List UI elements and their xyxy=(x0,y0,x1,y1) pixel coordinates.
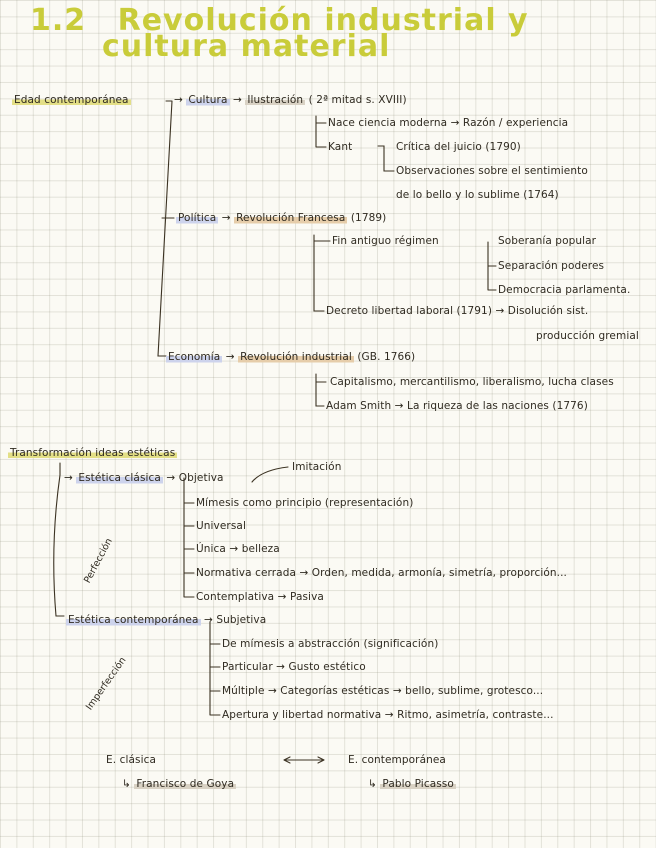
estetica-clasica-label: Estética clásica xyxy=(78,472,161,484)
economia-row xyxy=(166,351,415,364)
fin-antiguo-regimen: Fin antiguo régimen xyxy=(332,235,439,247)
contemporanea-item-subjetiva: Subjetiva xyxy=(216,614,267,626)
contemporanea-compare-label: E. contemporánea xyxy=(348,754,446,766)
bracket-contemporanea xyxy=(210,622,220,715)
separacion-poderes: Separación poderes xyxy=(498,260,605,272)
clasica-item-objetiva: Objetiva xyxy=(178,472,224,484)
kant-label: Kant xyxy=(328,141,353,153)
bracket-kant xyxy=(378,146,394,171)
arrow-glyph: → xyxy=(174,94,183,106)
clasica-item-mimesis: Mímesis como principio (representación) xyxy=(196,497,414,509)
politica-row xyxy=(176,212,386,225)
clasica-compare-label: E. clásica xyxy=(106,754,157,766)
bracket-finregimen xyxy=(488,242,496,290)
double-arrow xyxy=(284,757,324,763)
contemporanea-item-multiple: Múltiple → Categorías estéticas → bello, sublime, grotesco... xyxy=(222,685,544,697)
clasica-item-unica: Única → belleza xyxy=(196,543,280,555)
title-number: 1.2 xyxy=(30,3,87,38)
picasso-example: ↳ Pablo Picasso xyxy=(368,778,454,790)
title-line2: cultura material xyxy=(102,29,391,64)
contemporanea-item-particular: Particular → Gusto estético xyxy=(222,661,366,673)
contemporanea-item-abstraccion: De mímesis a abstracción (significación) xyxy=(222,638,439,650)
ilustracion-label: Ilustración xyxy=(247,94,304,106)
bracket-section2 xyxy=(54,463,64,616)
clasica-row xyxy=(64,472,224,485)
goya-example: ↳ Francisco de Goya xyxy=(122,778,235,790)
arrow-glyph: → xyxy=(203,614,213,626)
revolucion-industrial-label: Revolución industrial xyxy=(240,351,352,363)
democracia-parlamentaria: Democracia parlamenta. xyxy=(498,284,631,296)
adam-smith-item: Adam Smith → La riqueza de las naciones (1776) xyxy=(326,400,588,412)
title-text1: Revolución industrial y xyxy=(117,3,529,38)
decreto-libertad: Decreto libertad laboral (1791) → Disolución sist. xyxy=(326,305,589,317)
politica-label: Política xyxy=(178,212,217,224)
bracket-revindustrial xyxy=(316,374,326,406)
estetica-contemporanea-label: Estética contemporánea xyxy=(68,614,199,626)
root-edad-contemporanea: Edad contemporánea xyxy=(14,94,129,106)
return-glyph: ↳ xyxy=(122,778,131,790)
clasica-item-universal: Universal xyxy=(196,520,246,532)
ciencia-moderna: Nace ciencia moderna → Razón / experiencia xyxy=(328,117,569,129)
soberania-popular: Soberanía popular xyxy=(498,235,597,247)
cultura-label: Cultura xyxy=(188,94,228,106)
arrow-glyph: → xyxy=(166,472,176,484)
cultura-row xyxy=(174,94,407,107)
perfeccion-side-label: Perfección xyxy=(82,536,115,586)
revolucion-francesa-date: (1789) xyxy=(350,212,387,224)
imitacion-curve xyxy=(252,467,288,482)
imitacion-note: Imitación xyxy=(292,461,342,473)
bracket-ilustracion xyxy=(316,116,326,147)
ilustracion-date: ( 2ª mitad s. XVIII) xyxy=(308,94,407,106)
economia-label: Economía xyxy=(168,351,221,363)
contemporanea-row xyxy=(66,614,266,627)
capitalismo-item: Capitalismo, mercantilismo, liberalismo, lucha clases xyxy=(330,376,614,388)
kant-obra-1: Crítica del juicio (1790) xyxy=(396,141,521,153)
arrow-glyph: → xyxy=(225,351,235,363)
return-glyph: ↳ xyxy=(368,778,377,790)
revolucion-industrial-date: (GB. 1766) xyxy=(357,351,416,363)
root-transformacion: Transformación ideas estéticas xyxy=(10,447,176,459)
bracket-clasica xyxy=(184,478,194,597)
arrow-glyph: → xyxy=(64,472,73,484)
clasica-item-contemplativa: Contemplativa → Pasiva xyxy=(196,591,324,603)
kant-obra-2b: de lo bello y lo sublime (1764) xyxy=(396,189,559,201)
kant-obra-2a: Observaciones sobre el sentimiento xyxy=(396,165,588,177)
produccion-gremial: producción gremial xyxy=(536,330,639,342)
revolucion-francesa-label: Revolución Francesa xyxy=(236,212,346,224)
bracket-main xyxy=(158,101,172,356)
clasica-item-normativa: Normativa cerrada → Orden, medida, armonía, simetría, proporción... xyxy=(196,567,567,579)
arrow-glyph: → xyxy=(221,212,231,224)
contemporanea-item-apertura: Apertura y libertad normativa → Ritmo, asimetría, contraste... xyxy=(222,709,554,721)
arrow-glyph: → xyxy=(232,94,242,106)
imperfeccion-side-label: Imperfección xyxy=(84,655,129,713)
bracket-revfrancesa xyxy=(314,235,330,311)
